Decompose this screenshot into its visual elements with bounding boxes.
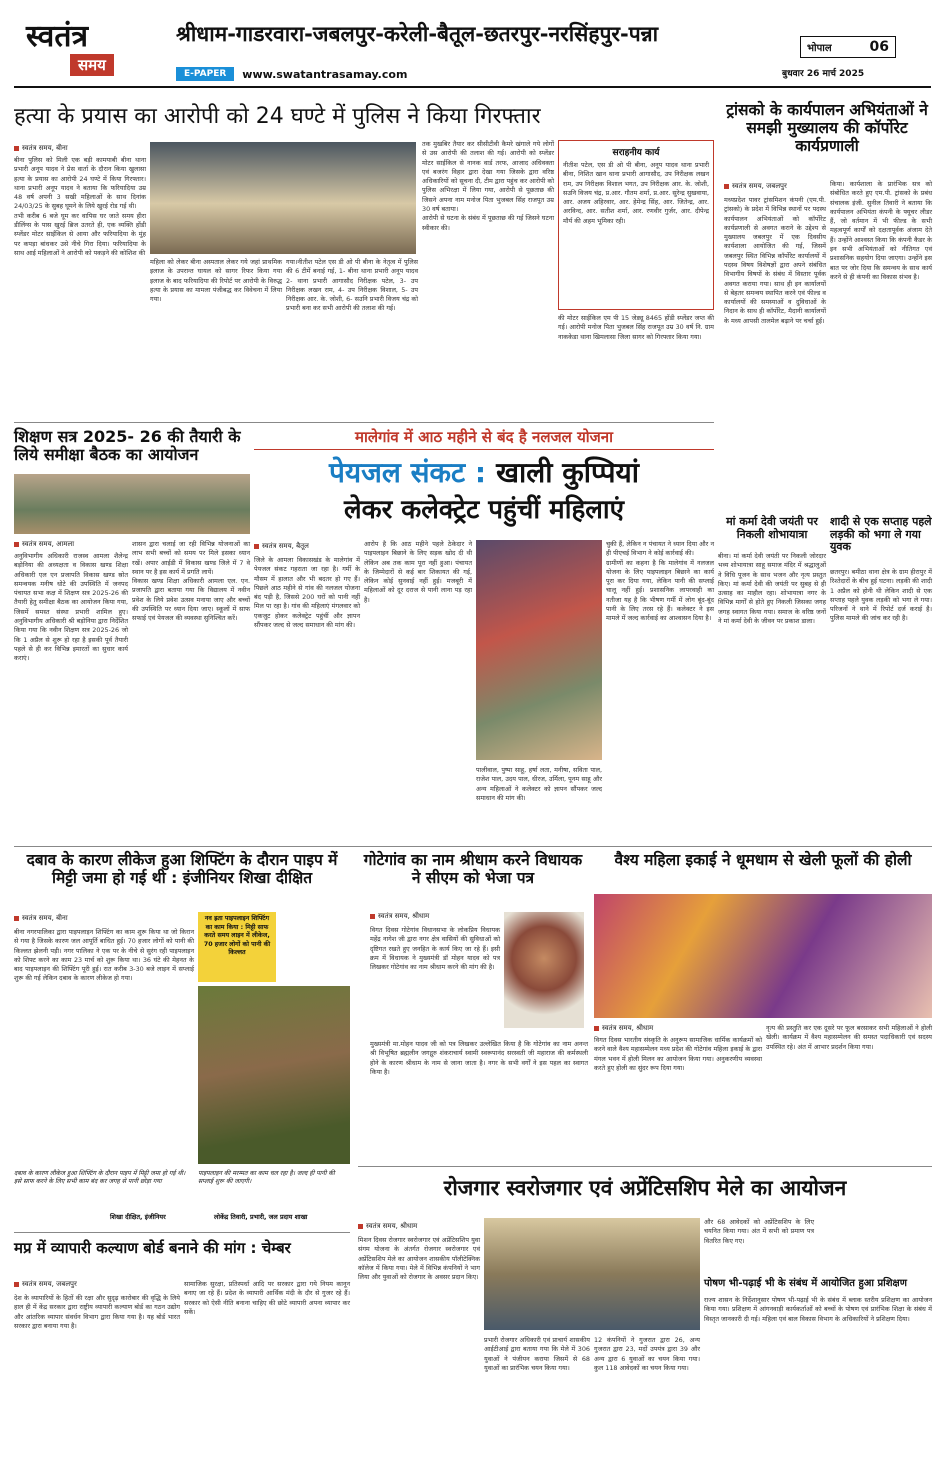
transco-headline: ट्रांसको के कार्यपालन अभियंताओं ने समझी मुख्यालय की कॉर्पोरेट कार्यप्रणाली <box>726 101 928 155</box>
pipe-caption-1-name: शिखा दीक्षित, इंजीनियर <box>110 1213 166 1221</box>
divider <box>358 1166 932 1167</box>
pipe-photo-1 <box>198 986 350 1164</box>
pipe-caption-2: पाइपलाइन की मरम्मत का काम चल रहा है। जल्द ही पानी की सप्लाई शुरू की जाएगी। <box>198 1170 335 1186</box>
story1-headline: हत्या के प्रयास का आरोपी को 24 घण्टे में पुलिस ने किया गिरफ्तार <box>14 104 541 129</box>
logo-top: स्वतंत्र <box>26 19 89 54</box>
story1-photo <box>150 142 416 254</box>
holi-col1: विगत दिवस भारतीय संस्कृति के अनुरूप सामाजिक धार्मिक कार्यक्रमों को करने वाले वैश्य महासम्मेलन मध्य प्रदेश की गोटेगांव महिला इकाई के द्वारा मंगल भवन में होली मिलन का आयोजन किया गया। अनुकरणीय व्यवस्था करते हुए होली का सुंदर रूप दिया गया। <box>594 1036 765 1072</box>
byline-text: स्वतंत्र समय, बैतूल <box>262 542 309 550</box>
byline-text: स्वतंत्र समय, श्रीधाम <box>602 1024 654 1032</box>
callout-text: नव ह्रता पाइपलाइन शिफ्टिंग का काम किया : मिट्टी साफ करते समय लाइन में लीकेज, 70 हजार लोगों को पानी की किल्लत <box>203 915 271 956</box>
divider <box>14 846 932 847</box>
gote-byline <box>370 912 429 921</box>
byline-marker <box>14 1282 19 1287</box>
pipe-caption-1: दबाव के कारण लीकेज हुआ शिफ्टिंग के दौरान पाइप में मिट्टी जमा हो गई थी। इसे साफ करने के लिए सभी काम बंद कर जगह से पानी छोड़ा गया <box>14 1170 186 1186</box>
jal-col3: पालीवाल, पुष्पा साहू, हर्षा लता, मनीषा, सविता पाल, राजेश पाल, उदय पाल, धीरज, उर्मिला, पूनम साहू और अन्य महिलाओं ने कलेक्टर को ज्ञापन सौंपकर जल्द समाधान की मांग की। <box>476 766 605 802</box>
rojgar-col3b: और 68 आवेदकों को अप्रेंटिसशिप के लिए चयनित किया गया। अंत में सभी को प्रमाण पत्र वितरित किए गए। <box>704 1218 817 1245</box>
pipe-caption-2-name: लोकेंद्र तिवारी, प्रभारी, जल प्रदाय शाखा <box>214 1213 308 1221</box>
byline-text: स्वतंत्र समय, जबलपुर <box>22 1280 77 1288</box>
shadi-text: छतरपुर। बमीठा थाना क्षेत्र के ग्राम हीरापुर में रिश्तेदारों के बीच हुई घटना। लड़की की शादी 1 अप्रैल को होनी थी लेकिन शादी से एक सप्ताह पहले युवक लड़की को भगा ले गया। परिजनों ने थाने में रिपोर्ट दर्ज कराई है। पुलिस मामले की जांच कर रही है। <box>830 568 935 623</box>
byline-text: स्वतंत्र समय, जबलपुर <box>732 182 787 190</box>
page-number: 06 <box>869 39 889 55</box>
website-link[interactable]: www.swatantrasamay.com <box>242 67 408 81</box>
chamber-col1: देश के व्यापारियों के हितों की रक्षा और सुदृढ़ कारोबार की वृद्धि के लिये हाल ही में केंद्र सरकार द्वारा राष्ट्रीय व्यापारी कल्याण बोर्ड का गठन उद्योग और आंतरिक व्यापार संवर्धन विभाग द्वारा किया गया है। यह बोर्ड भारत सरकार द्वारा बनाया गया है। <box>14 1294 183 1330</box>
edition-box <box>800 36 896 58</box>
edition-label: भोपाल <box>807 43 832 54</box>
byline-text: स्वतंत्र समय, बीना <box>22 144 68 152</box>
story1-col1: बीना पुलिस को मिली एक बड़ी कामयाबी बीना थाना प्रभारी अनूप यादव ने प्रेस वार्ता के दौरान किया खुलासा हत्या के प्रयास का आरोपी 24 घण्टे में किया गिरफ्तार। थाना प्रभारी अनूप यादव ने बताया कि फरियादिया उम्र 48 वर्ष अपनी 3 सखी महिलाओं के साथ दिनांक 24/03/25 के सुबह घूमने के लिये खुरई रोड गई थी। तभी करीब 6 बजे घूम कर वापिस घर जाते समय हीरा डीलिंग्स के पास खुरई ब्रिज उतरते ही, एक व्यक्ति होंडी स्प्लेंडर मोटर साईकिल से आया और फरियादिया के मुंह पर कपड़ा बांधकर उसे नीचे गिरा दिया। फरियादिया के साथ आई महिलाओं ने आरोपी को पकड़ने की कोशिश की <box>14 156 146 257</box>
transco-col2: किया। कार्यशाला के प्रारंभिक सत्र को संबोधित करते हुए एम.पी. ट्रांसको के प्रबंध संचालक इंजी. सुनील तिवारी ने बताया कि कार्यपालन अभियंता कंपनी के फ्यूचर लीडर हैं, जो वर्तमान में भी फील्ड के सभी महत्वपूर्ण कार्यों को दक्षतापूर्वक अंजाम देते हैं। उन्होंने आश्वस्त किया कि कंपनी कैडर के इन सभी अभियंताओं को नीतिगत एवं प्रशासनिक सहयोग दिया जाएगा। उन्होंने इस बात पर जोर दिया कि समन्वय के साथ कार्य करने से ही कंपनी का विकास संभव है। <box>830 180 935 281</box>
chamber-col2: सामाजिक सुरक्षा, प्रतिस्पर्धा आदि पर सरकार द्वारा गये नियम कानून बनाए जा रहे हैं। प्रदेश के व्यापारी आर्थिक मंदी के दौर से गुजर रहे हैं। सरकार को ऐसी नीति बनाना चाहिए की छोटे व्यापारी अपना व्यापार कर सकें। <box>184 1280 353 1316</box>
karma-text: बीना। मां कर्मा देवी जयंती पर निकली जोरदार भव्य शोभायात्रा साहू समाज मंदिर में श्रद्धालुओं ने विधि पूजन के साथ भजन और नृत्य प्रस्तुत किए। मां कर्मा देवी की जयंती पर सुबह से ही उत्साह का माहौल रहा। शोभायात्रा नगर के विभिन्न मार्गों से होते हुए निकली जिसका जगह जगह स्वागत किया गया। समाज के वरिष्ठ जनों ने मां कर्मा देवी के जीवन पर प्रकाश डाला। <box>718 552 829 625</box>
shiksha-headline: शिक्षण सत्र 2025- 26 की तैयारी के लिये समीक्षा बैठक का आयोजन <box>14 427 241 465</box>
story1-col2: महिला को लेकर बीना अस्पताल लेकर गये जहां प्राथमिक इलाज के उपरान्त घायल को सागर रिफर किया गया इलाज के बाद फरियादिया की रिपोर्ट पर आरोपी के विरुद्ध हत्या के प्रयास का मामला पंजीबद्ध कर विवेचना में लिया गया। <box>150 258 285 304</box>
story1-sidebox <box>558 140 714 310</box>
pipe-headline: दबाव के कारण लीकेज हुआ शिफ्टिंग के दौरान पाइप में मिट्टी जमा हो गई थी : इंजीनियर शिखा दीक्षित <box>26 851 338 887</box>
holi-headline: वैश्य महिला इकाई ने धूमधाम से खेली फूलों की होली <box>614 851 912 869</box>
rojgar-byline <box>358 1222 417 1231</box>
chamber-byline <box>14 1280 77 1289</box>
gote-text2: मुख्यमंत्री मा.मोहन यादव जी को पत्र लिखकर उल्लेखित किया है कि गोटेगांव का नाम अनन्त श्री विभूषित ब्रह्मलीन जगद्गुरु शंकराचार्य स्वामी स्वरूपानंद सरस्वती जी महाराज की कर्मस्थली होने के कारण श्रीधाम के नाम से जाना जाता है। नगर के सभी वर्गों ने इस पहल का स्वागत किया है। <box>370 1040 591 1076</box>
pipe-text: बीना नगरपालिका द्वारा पाइपलाइन शिफ्टिंग का काम शुरू किया था जो किरान से गया है जिसके कारण जल आपूर्ति बाधित हुई। 70 हजार लोगों को पानी की किल्लत झेलनी पड़ी। नगर पालिका ने एक पर के नीचे से सुरंग रही पाइपलाइन को शिफ्ट करने का काम 23 मार्च को शुरू किया था। 36 घंटे की मेहनत के बाद पाइपलाइन की शिफ्टिंग पूरी हुई। रात करीब 3-30 बजे लाइन में सप्लाई शुरू की गई लेकिन दबाव के कारण लीकेज हो गया। <box>14 928 197 983</box>
byline-marker <box>724 184 729 189</box>
byline-marker <box>14 542 19 547</box>
transco-col1: मध्यप्रदेश पावर ट्रांसमिशन कंपनी (एम.पी. ट्रांसको) के प्रदेश में विभिन्न स्थानों पर पदस्थ कार्यपालन अभियंताओं को कॉर्पोरेट कार्यप्रणाली से अवगत कराने के उद्देश्य से मुख्यालय जबलपुर में एक दिवसीय कार्यशाला आयोजित की गई, जिसमें जबलपुर स्थित विभिन्न कॉर्पोरेट कार्यालयों में पदस्थ विषय विशेषज्ञों द्वारा अपने संबंधित विभागीय विषयों के संबंध में विस्तार पूर्वक अवगत कराया गया। साथ ही इन कार्यालयों से बेहतर समन्वय स्थापित करने एवं फील्ड व कार्यालयों की समस्याओं व दुविधाओं के निदान के साथ ही कॉर्पोरेट, मैदानी कार्यालयों के मध्य आपसी तालमेल बढ़ाने पर चर्चा हुई। <box>724 196 829 325</box>
jal-photo <box>476 540 602 760</box>
rojgar-photo <box>484 1218 700 1330</box>
jal-headline-line2: लेकर कलेक्ट्रेट पहुंचीं महिलाएं <box>343 495 624 525</box>
jal-byline <box>254 542 309 551</box>
byline-text: स्वतंत्र समय, श्रीधाम <box>378 912 430 920</box>
story1-after: की मोटर साईकिल एम पी 15 जेड्यू 8465 होंडी स्प्लेंडर जप्त की गई। आरोपी मनोज पिता भुजबल सिंह राजपूत उम्र 30 वर्ष नि. ग्राम नाककेडा थाना खिमलासा जिला सागर को गिरफ्तार किया गया। <box>558 314 717 341</box>
rojgar-col1: मिशन दिवस रोजगार स्वरोजगार एवं अप्रेंटिसशिप युवा संगम योजना के अंतर्गत रोजगार स्वरोजगार एवं अप्रेंटिसशिप मेले का आयोजन शासकीय पॉलीटेक्निक कॉलेज में किया गया। मेले में विभिन्न कंपनियों ने भाग लिया और युवाओं को रोजगार के अवसर प्रदान किए। <box>358 1236 483 1282</box>
story1-col4: तक मुखबिर तैयार कर सीसीटीवी कैमरे खंगाले गये लोगों से उस आरोपी की तलाश की गई। आरोपी को स्प्लेंडर मोटर साईकिल से नानक वार्ड तरफ, आजाद अधिवक्ता एवं बजरंग विहार द्वारा देखा गया जिसके द्वारा वरिष्ठ अधिकारियों को सूचना दी, टीम द्वारा पहुंच कर आरोपी को पुलिस अभिरक्षा में लिया गया, आरोपी से पूछताछ की जिसने अपना नाम मनोज पिता भुजबल सिंह राजपूत उम्र 30 वर्ष बताया। आरोपी से घटना के संबंध में पूछताछ की गई जिसने घटना स्वीकार की। <box>422 140 554 232</box>
cities-banner: श्रीधाम-गाडरवारा-जबलपुर-करेली-बैतूल-छतरपुर-नरसिंहपुर-पन्ना <box>176 22 659 46</box>
karma-headline: मां कर्मा देवी जयंती पर निकली शोभायात्रा <box>726 515 818 541</box>
byline-text: स्वतंत्र समय, श्रीधाम <box>366 1222 418 1230</box>
jal-headline-red: पेयजल संकट : <box>328 456 487 489</box>
byline-marker <box>14 916 19 921</box>
logo <box>26 14 156 76</box>
shiksha-col1: अनुविभागीय अधिकारी राजस्व आमला शैलेन्द्र बड़ोनिया की अध्यक्षता व विकास खण्ड शिक्षा अधिकारी एल एन प्रजापति विकास खण्ड स्रोत समन्वयक मनीष धोटे की उपस्थिति में जनपद पंचायत सभा कक्ष में शिक्षण सत्र 2025-26 की तैयारी हेतु समीक्षा बैठक का आयोजन किया गया, जिसमें समस्त संस्था प्रभारी शामिल हुए। अनुविभागीय अधिकारी श्री बड़ोनिया द्वारा निर्देशित किया गया कि नवीन शिक्षण सत्र 2025-26 जो कि 1 अप्रैल से शुरू हो रहा है इसकी पूर्व तैयारी पहले से ही कर विभिन्न इमारतों का सुधार कार्य कराएं। <box>14 552 131 663</box>
pipe-callout <box>198 912 276 982</box>
masthead-rule <box>14 86 931 88</box>
story1-byline <box>14 144 68 153</box>
poshan-headline: पोषण भी-पढ़ाई भी के संबंध में आयोजित हुआ प्रशिक्षण <box>704 1278 907 1289</box>
sidebox-title: सराहनीय कार्य <box>612 148 660 158</box>
divider <box>14 1232 350 1233</box>
byline-marker <box>594 1026 599 1031</box>
holi-photo <box>594 894 932 1018</box>
jal-headline-line1 <box>254 452 714 492</box>
byline-marker <box>370 914 375 919</box>
rojgar-col2: प्रभारी रोजगार अधिकारी एवं प्राचार्य शासकीय आईटीआई द्वारा बताया गया कि मेले में 306 युवाओं ने पंजीयन कराया जिसमें से 68 युवाओं का प्रारंभिक चयन किया गया। <box>484 1336 593 1372</box>
epaper-label: E-PAPER <box>176 67 234 81</box>
divider <box>14 422 714 423</box>
byline-text: स्वतंत्र समय, आमला <box>22 540 75 548</box>
pipe-byline <box>14 914 68 923</box>
byline-marker <box>358 1224 363 1229</box>
jal-headline-black: खाली कुप्पियां <box>496 456 640 489</box>
chamber-headline: मप्र में व्यापारी कल्याण बोर्ड बनाने की मांग : चेम्बर <box>14 1239 291 1257</box>
byline-marker <box>254 544 259 549</box>
transco-byline <box>724 182 787 191</box>
jal-col2: आरोप है कि आठ महीने पहले ठेकेदार ने पाइपलाइन बिछाने के लिए सड़क खोद दी थी लेकिन अब तक काम पूरा नहीं हुआ। पंचायत के जिम्मेदारों से कई बार शिकायत की गई, लेकिन कोई सुनवाई नहीं हुई। मजबूरी में महिलाओं को दूर दराज से पानी लाना पड़ रहा है। <box>364 540 475 604</box>
shiksha-col2: शासन द्वारा चलाई जा रही विभिन्न योजनाओं का लाभ सभी बच्चों को समय पर मिले इसका ध्यान रखें। अपार आईडी में विकास खण्ड जिले में 7 वे स्थान पर है इस कार्य में प्रगति लायें। विकास खण्ड शिक्षा अधिकारी आमला एल. एन. प्रजापति द्वारा बताया गया कि विद्यालय में नवीन प्रवेश के लिये प्रवेश उत्सव मनाया जाए और बच्चों की उपस्थिति पर ध्यान दिया जाए। स्कूलों में साफ सफाई एवं पेयजल की व्यवस्था सुनिश्चित करें। <box>132 540 250 623</box>
jal-col1: जिले के आमला विकासखंड के मालेगांव में पेयजल संकट गहराता जा रहा है। गर्मी के मौसम में हालात और भी बदतर हो गए हैं। पिछले आठ महीने से गांव की नलजल योजना बंद पड़ी है, जिससे 200 घरों को पानी नहीं मिल पा रहा है। गांव की महिलाएं मंगलवार को एकजुट होकर कलेक्ट्रेट पहुंचीं और ज्ञापन सौंपकर जल्द से जल्द समाधान की मांग की। <box>254 556 363 629</box>
shadi-headline: शादी से एक सप्ताह पहले लड़की को भगा ले गया युवक <box>830 515 932 554</box>
jal-col4: चुकी हैं, लेकिन न पंचायत ने ध्यान दिया और न ही पीएचई विभाग ने कोई कार्रवाई की। ग्रामीणों का कहना है कि मालेगांव में नलजल योजना के लिए पाइपलाइन बिछाने का कार्य पूरा कर दिया गया, लेकिन पानी की सप्लाई चालू नहीं हुई। प्रशासनिक लापरवाही का नतीजा यह है कि भीषण गर्मी में लोग बूंद-बूंद पानी के लिए तरस रहे हैं। कलेक्टर ने इस मामले में जल्द कार्रवाई का आश्वासन दिया है। <box>606 540 714 623</box>
gote-photo <box>504 912 584 1028</box>
gote-text1: विगत दिवस गोटेगांव विधानसभा के लोकप्रिय विधायक महेंद्र नागेश जी द्वारा नगर क्षेत्र वासियों की सुविधाओं को दृष्टिगत रखते हुए जनहित के कार्य किए जा रहे हैं। इसी क्रम में विधायक ने मुख्यमंत्री डॉ मोहन यादव को पत्र लिखकर गोटेगांव का नाम श्रीधाम करने की मांग की है। <box>370 926 503 972</box>
epaper-bar <box>176 66 776 82</box>
issue-date: बुधवार 26 मार्च 2025 <box>782 69 865 79</box>
shiksha-byline <box>14 540 74 549</box>
gote-headline: गोटेगांव का नाम श्रीधाम करने विधायक ने सीएम को भेजा पत्र <box>363 851 583 887</box>
poshan-text: राज्य शासन के निर्देशानुसार पोषण भी-पढ़ाई भी के संबंध में ब्लाक स्तरीय प्रशिक्षण का आयोजन किया गया। प्रशिक्षण में आंगनवाड़ी कार्यकर्ताओं को बच्चों के पोषण एवं प्रारंभिक शिक्षा के संबंध में विस्तृत जानकारी दी गई। महिला एवं बाल विकास विभाग के अधिकारियों ने प्रशिक्षण दिया। <box>704 1296 935 1323</box>
jal-kicker: मालेगांव में आठ महीने से बंद है नलजल योजना <box>355 428 613 446</box>
rojgar-headline: रोजगार स्वरोजगार एवं अप्रेंटिसशिप मेले का आयोजन <box>443 1176 847 1200</box>
byline-marker <box>14 146 19 151</box>
masthead <box>0 0 945 88</box>
sidebox-text: नीतीश पटेल, एस डी ओ पी बीना, अनूप यादव थाना प्रभारी बीना, निशित खान थाना प्रभारी आगासौद, उप निरीक्षक लखन राम, उप निरीक्षक विशाल भगत, उप निरीक्षक आर. के. जोशी, सउनि विजय चंद्र, प्र.आर. गौतम शर्मा, प्र.आर. सुरेन्द्र सुखवाया, आर. अजय अहिरवार, आर. हेमेन्द्र सिंह, आर. जितेन्द्र, आर. अरविन्द, आर. सतीश शर्मा, आर. रणवीर गुर्जर, आर. दीपेन्द्र मौर्य की अहम भूमिका रही। <box>563 161 712 225</box>
holi-col2: नृत्य की प्रस्तुति कर एक दूसरे पर फूल बरसाकर सभी महिलाओं ने होली खेली। कार्यक्रम में वैश्य महासम्मेलन की समस्त पदाधिकारी एवं सदस्य उपस्थित रहे। अंत में आभार प्रदर्शन किया गया। <box>766 1024 935 1051</box>
shiksha-photo <box>14 474 250 534</box>
rojgar-col3c <box>818 1218 932 1274</box>
story1-col3: गया।नीतीश पटेल एस डी ओ पी बीना के नेतृत्व में पुलिस की 6 टीमें बनाई गई, 1- बीना थाना प्रभारी अनूप यादव 2- थाना प्रभारी आगासौद निरीक्षक पटेल, 3- उप निरीक्षक लखन राम, 4- उप निरीक्षक विशाल, 5- उप निरीक्षक आर. के. जोशी, 6- सउनि प्रभारी विजय चंद्र को प्रभारी बना कर सभी आरोपी की तलाश की गई। <box>286 258 421 313</box>
logo-bottom: समय <box>70 54 114 76</box>
rojgar-col3: 12 कंपनियों ने गुजरात द्वारा 26, अन्य गुजरात द्वारा 23, मदों उपयंत्र द्वारा 39 और अन्य द्वारा 6 युवाओं का चयन किया गया। कुल 118 आवेदकों का चयन किया गया। <box>594 1336 703 1372</box>
holi-byline <box>594 1024 653 1033</box>
byline-text: स्वतंत्र समय, बीना <box>22 914 68 922</box>
